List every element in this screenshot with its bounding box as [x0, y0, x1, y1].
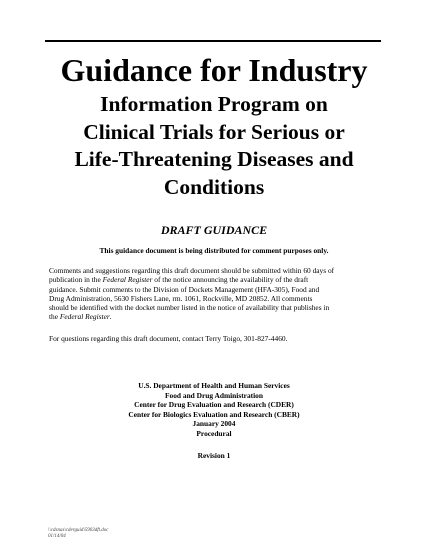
agency-line: Food and Drug Administration	[165, 390, 263, 400]
paragraph-line: Drug Administration, 5630 Fishers Lane, rm. 1061, Rockville, MD 20852. All comments	[49, 293, 313, 303]
comments-paragraph	[49, 266, 389, 322]
federal-register-italic: Federal Register	[59, 312, 110, 322]
distribution-note: This guidance document is being distributed for comment purposes only.	[99, 246, 329, 255]
agency-line: Procedural	[196, 428, 232, 438]
document-title: Guidance for Industry	[60, 52, 368, 88]
subtitle-line: Information Program on	[100, 92, 328, 116]
paragraph-line: Comments and suggestions regarding this draft document should be submitted within 60 days of	[49, 266, 335, 275]
file-path-footer	[48, 528, 109, 540]
footer-date: 01/14/04	[48, 534, 66, 539]
subtitle-line: Clinical Trials for Serious or	[83, 119, 345, 144]
paragraph-line: guidance. Submit comments to the Division of Dockets Management (HFA-305), Food and	[49, 284, 320, 294]
paragraph-line: should be identified with the docket number listed in the notice of availability that publishes in	[49, 303, 330, 313]
agency-line: Center for Drug Evaluation and Research (CDER)	[134, 400, 294, 409]
agency-block	[40, 381, 388, 438]
text-run: .	[109, 312, 112, 322]
footer-path: \\cdsnas\cderguid\5903dft.doc	[48, 528, 109, 533]
federal-register-italic: Federal Register	[102, 275, 153, 285]
subtitle-line: Life-Threatening Diseases and	[74, 147, 354, 171]
subtitle-line: Conditions	[163, 174, 265, 199]
document-subtitle	[30, 91, 398, 201]
paragraph-line	[49, 312, 389, 321]
top-horizontal-rule	[45, 40, 381, 42]
text-run: publication in the	[49, 275, 103, 285]
draft-guidance-label: DRAFT GUIDANCE	[160, 223, 268, 237]
text-run: the	[49, 312, 60, 322]
text-run: of the notice announcing the availability of the draft	[152, 275, 309, 285]
agency-line: U.S. Department of Health and Human Services	[138, 381, 290, 390]
agency-line: Center for Biologics Evaluation and Research (CBER)	[128, 409, 300, 419]
revision-label: Revision 1	[197, 451, 231, 460]
paragraph-line	[49, 275, 389, 284]
agency-line: January 2004	[192, 419, 236, 428]
paragraph-line: For questions regarding this draft document, contact Terry Toigo, 301-827-4460.	[49, 334, 288, 343]
questions-paragraph	[49, 334, 389, 343]
